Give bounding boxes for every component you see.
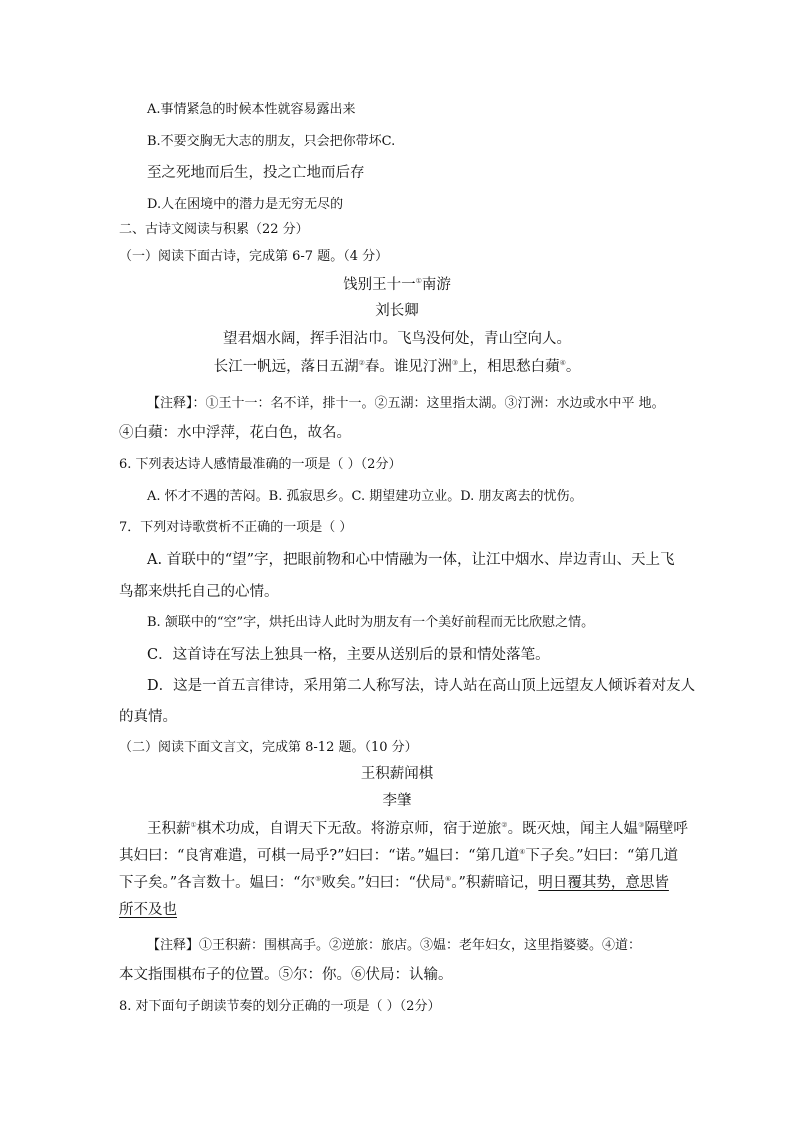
poem-author: 刘长卿	[375, 303, 419, 319]
prose-line-4: 所不及也	[119, 902, 177, 918]
footnote-marker: ⑥	[444, 875, 452, 884]
q8-stem: 8. 对下面句子朗读节奏的划分正确的一项是（ ）（2分）	[119, 999, 441, 1014]
q7-option-a-line-2: 鸟都来烘托自己的心情。	[119, 584, 279, 600]
footnote-marker: ⑤	[315, 875, 322, 884]
q7-option-c: C．这首诗在写法上独具一格，主要从送别后的景和情处落笔。	[147, 647, 550, 663]
footnote-marker: ③	[638, 821, 645, 830]
section-heading: 二、古诗文阅读与积累（22 分）	[119, 222, 309, 237]
prose-title: 王积薪闻棋	[360, 766, 434, 782]
footnote-marker: ④	[559, 359, 566, 368]
q7-option-b: B. 颔联中的“空”字，烘托出诗人此时为朋友有一个美好前程而无比欣慰之情。	[147, 615, 595, 630]
part1-intro: （一）阅读下面古诗，完成第 6-7 题。（4 分）	[119, 249, 389, 264]
poem-title: 饯别王十一①南游	[343, 277, 451, 293]
footnote-marker: ①	[415, 277, 422, 286]
footnote-marker: ③	[451, 359, 459, 368]
footnote-marker: ②	[501, 821, 508, 830]
q6-stem: 6. 下列表达诗人感情最准确的一项是（ ）（2分）	[119, 457, 402, 472]
poem-line-1: 望君烟水阔，挥手泪沾巾。飞鸟没何处，青山空向人。	[223, 331, 571, 347]
q5-option-d: D.人在困境中的潜力是无穷无尽的	[147, 197, 344, 212]
prose-notes-line-2: 本文指围棋布子的位置。⑤尔：你。⑥伏局：认输。	[119, 967, 453, 983]
poem-notes-line-1: 【注释】：①王十一：名不详，排十一。②五湖：这里指太湖。③汀洲：水边或水中平 地。	[147, 396, 665, 411]
underlined-sentence: 明日覆其势，意思皆	[538, 875, 669, 891]
poem-notes-line-2: ④白蘋：水中浮萍，花白色，故名。	[119, 425, 351, 441]
part2-intro: （二）阅读下面文言文，完成第 8-12 题。（10 分）	[119, 740, 418, 755]
q7-option-d-line-2: 的真情。	[119, 709, 177, 725]
q7-stem: 7．下列对诗歌赏析不正确的一项是（ ）	[119, 520, 353, 535]
q5-option-a: A.事情紧急的时候本性就容易露出来	[147, 102, 356, 117]
footnote-marker: ①	[190, 821, 197, 830]
footnote-marker: ②	[358, 359, 365, 368]
q5-option-b: B.不要交胸无大志的朋友，只会把你带坏C.	[147, 134, 396, 149]
prose-author: 李肇	[382, 793, 412, 809]
footnote-marker: ④	[519, 848, 526, 857]
prose-line-2: 其妇曰：“良宵难遣，可棋一局乎?”妇曰：“诺。”媪曰：“第几道④下子矣。”妇曰：“第几道	[119, 848, 678, 864]
q5-option-c: 至之死地而后生，投之亡地而后存	[147, 165, 365, 181]
q7-option-d-line-1: D．这是一首五言律诗，采用第二人称写法，诗人站在高山顶上远望友人倾诉着对友人	[147, 678, 696, 694]
prose-line-1: 王积薪①棋术功成，自谓天下无敌。将游京师，宿于逆旅②。既灭烛，闻主人媪③隔壁呼	[147, 821, 688, 837]
prose-line-3: 下子矣。”各言数十。媪曰：“尔⑤败矣。”妇曰：“伏局⑥。”积薪暗记，明日覆其势，意思皆	[119, 875, 669, 891]
poem-line-2: 长江一帆远，落日五湖②春。谁见汀洲③上，相思愁白蘋④。	[213, 359, 581, 375]
q6-options: A. 怀才不遇的苦闷。B. 孤寂思乡。C. 期望建功立业。D. 朋友离去的忧伤。	[147, 489, 583, 504]
prose-notes-line-1: 【注释】①王积薪：围棋高手。②逆旅：旅店。③媪：老年妇女，这里指婆婆。④道：	[147, 938, 642, 953]
q7-option-a-line-1: A. 首联中的“望”字，把眼前物和心中情融为一体，让江中烟水、岸边青山、天上飞	[147, 552, 675, 568]
